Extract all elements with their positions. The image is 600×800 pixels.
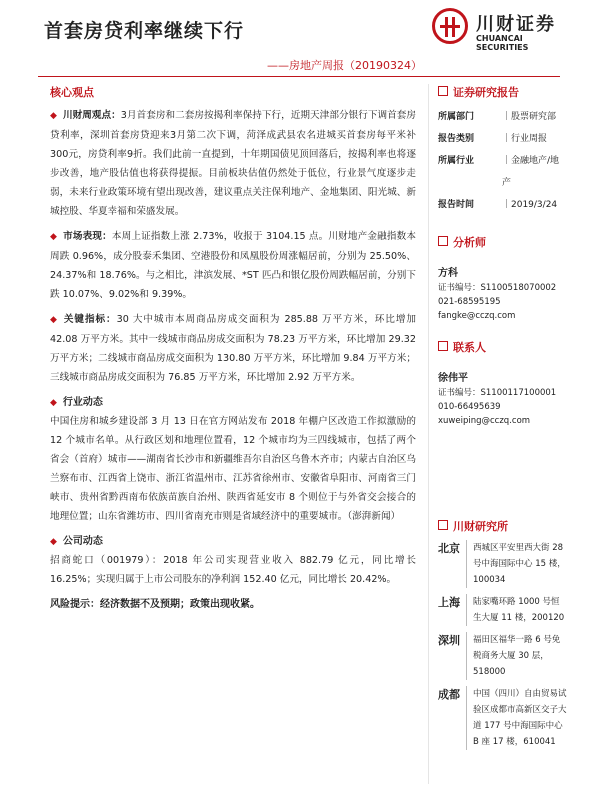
square-bullet-icon [438, 86, 448, 96]
company-heading [50, 532, 416, 547]
main-column [50, 84, 416, 610]
institute-heading-text: 川财研究所 [453, 520, 508, 533]
info-row [438, 150, 568, 194]
analyst-cert: 证书编号：S1100518070002 [438, 283, 557, 293]
address-city: 深圳 [438, 634, 460, 647]
core-item-lead: 市场表现： [63, 231, 112, 242]
diamond-bullet-icon: ◆ [50, 537, 57, 547]
contact-heading [438, 339, 568, 355]
address-text: 西城区平安里西大街 28 号中海国际中心 15 楼，100034 [466, 540, 568, 588]
institute-heading [438, 518, 568, 534]
address-text: 中国（四川）自由贸易试验区成都市高新区交子大道 177 号中海国际中心 B 座 17 楼，610041 [466, 686, 568, 750]
report-type-text: 证券研究报告 [453, 86, 519, 99]
square-bullet-icon [438, 341, 448, 351]
address-row [438, 686, 568, 750]
analyst-email[interactable]: fangke@cczq.com [438, 311, 516, 321]
contact-card [438, 369, 568, 428]
address-text: 福田区福华一路 6 号免税商务大厦 30 层，518000 [466, 632, 568, 680]
info-key: 所属部门 [438, 112, 475, 122]
header-divider [38, 76, 560, 77]
square-bullet-icon [438, 520, 448, 530]
logo-text-cn: 川财证券 [476, 14, 556, 35]
info-row [438, 128, 568, 150]
info-row [438, 194, 568, 216]
contact-name: 徐伟平 [438, 373, 468, 384]
core-item [50, 310, 416, 387]
info-value: ｜金融地产/地产 [502, 156, 560, 188]
industry-text: 中国住房和城乡建设部 3 月 13 日在官方网站发布 2018 年棚户区改造工作拟激励的 12 个城市名单。从行政区划和地理位置看，12 个城市均为三四线城市，包括了两个省会（首府）城市——湖南省长沙市和新疆维吾尔自治区乌鲁木齐市；内蒙古自治区乌兰察布市、江西省上饶市、浙江省温州市、江苏省徐州市、安徽省阜阳市、河南省三门峡市、贵州省黔西南布依族苗族自治州、陕西省延安市 8 个则位于与外省交会接合的地理位置；山东省潍坊市、四川省南充市则是省域经济中的重要城市。（澎湃新闻） [50, 416, 416, 522]
contact-heading-text: 联系人 [453, 341, 486, 354]
analyst-card [438, 264, 568, 323]
info-value: ｜行业周报 [502, 134, 548, 144]
analyst-heading-text: 分析师 [453, 236, 486, 249]
diamond-bullet-icon: ◆ [50, 315, 58, 325]
core-item-text: 3月首套房和二套房按揭利率保持下行，近期天津部分银行下调首套房贷利率，深圳首套房贷迎来3月第二次下调，菏泽成武县农名进城买首套房每平米补300元，房贷利率9折。我们此前一直提到，十年期国债见顶回落后，按揭利率也将逐步改善，地产股估值也将获得提振。目前板块估值仍然处于低位，行业景气度逐步走弱，未来行业政策环境有望出现改善，建议重点关注保利地产、金地集团、阳光城、新城控股、华夏幸福和荣盛发展。 [50, 110, 417, 217]
report-title: 首套房贷利率继续下行 [44, 20, 245, 42]
contact-email[interactable]: xuweiping@cczq.com [438, 416, 531, 426]
core-item-text: 30 大中城市本周商品房成交面积为 285.88 万平方米，环比增加 42.08 万平方米。其中一线城市商品房成交面积为 78.23 万平方米，环比增加 29.32 万平方米；二线城市商品房成交面积为 130.80 万平方米，环比增加 9.84 万平方米；三线城市商品房成交面积为 76.85 万平方米，环比增加 2.92 万平方米。 [50, 314, 416, 383]
address-city: 上海 [438, 596, 460, 609]
logo-mark-icon [432, 8, 468, 44]
company-text: 招商蛇口（001979）：2018 年公司实现营业收入 882.79 亿元，同比增长 16.25%；实现归属于上市公司股东的净利润 152.40 亿元，同比增长 20.42%。 [50, 555, 416, 585]
address-row [438, 594, 568, 626]
analyst-heading [438, 234, 568, 250]
company-heading-text: 公司动态 [62, 536, 103, 547]
industry-heading [50, 393, 416, 408]
analyst-phone: 021-68595195 [438, 297, 501, 307]
info-key: 所属行业 [438, 156, 475, 166]
square-bullet-icon [438, 236, 448, 246]
core-item-lead: 关键指标： [63, 314, 117, 325]
sidebar [438, 84, 568, 756]
diamond-bullet-icon: ◆ [50, 398, 57, 408]
info-key: 报告时间 [438, 200, 475, 210]
report-subtitle: ——房地产周报（20190324） [267, 59, 422, 72]
risk-warning: 风险提示：经济数据不及预期；政策出现收紧。 [50, 599, 260, 610]
info-value: ｜2019/3/24 [502, 200, 558, 210]
core-item-lead: 川财周观点： [62, 110, 121, 121]
column-divider [428, 84, 429, 784]
diamond-bullet-icon: ◆ [50, 232, 58, 242]
address-city: 成都 [438, 688, 460, 701]
diamond-bullet-icon: ◆ [50, 111, 57, 121]
industry-heading-text: 行业动态 [62, 397, 103, 408]
info-key: 报告类别 [438, 134, 475, 144]
address-city: 北京 [438, 542, 460, 555]
core-item-text: 本周上证指数上涨 2.73%，收报于 3104.15 点。川财地产金融指数本周跌 0.96%，成分股泰禾集团、空港股份和凤凰股份周涨幅居前，分别为 25.50%、24.37%和 18.76%。与之相比，津滨发展、*ST 匹凸和银亿股份周跌幅居前，分别下跌 10.07%、9.02%和 9.39%。 [50, 231, 417, 300]
info-value: ｜股票研究部 [502, 112, 557, 122]
address-text: 陆家嘴环路 1000 号恒生大厦 11 楼，200120 [466, 594, 568, 626]
core-item [50, 106, 416, 221]
info-row [438, 106, 568, 128]
core-label: 核心观点 [50, 86, 94, 99]
contact-cert: 证书编号：S1100117100001 [438, 388, 557, 398]
core-item [50, 227, 416, 304]
contact-phone: 010-66495639 [438, 402, 501, 412]
logo-text-en: CHUANCAI SECURITIES [476, 34, 529, 52]
address-row [438, 632, 568, 680]
report-type-heading [438, 84, 568, 100]
analyst-name: 方科 [438, 268, 458, 279]
address-row [438, 540, 568, 588]
company-logo [432, 8, 572, 52]
